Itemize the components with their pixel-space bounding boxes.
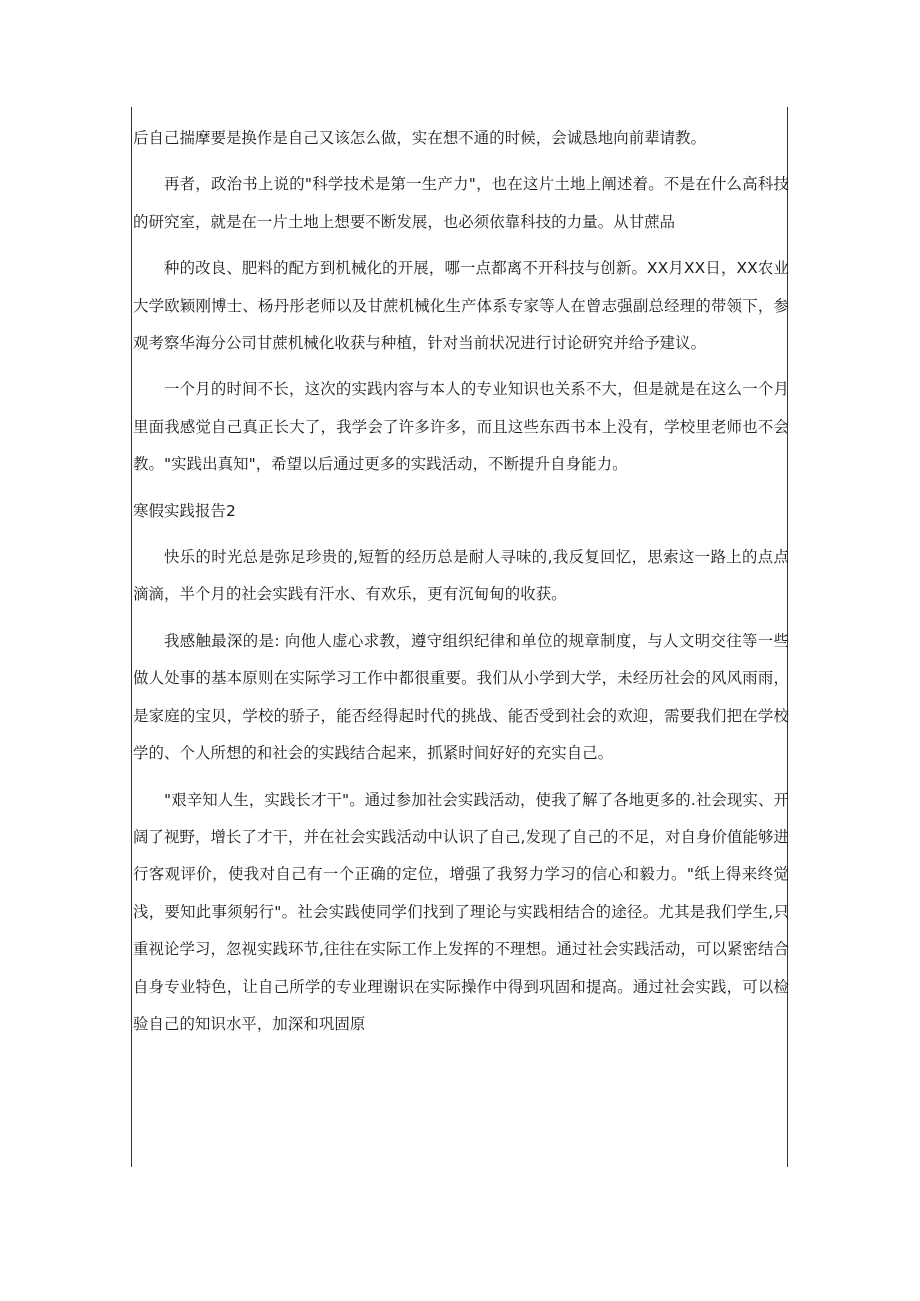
section-title: 寒假实践报告2 bbox=[133, 501, 236, 520]
paragraph: 种的改良、肥料的配方到机械化的开展，哪一点都离不开科技与创新。XX月XX日，XX农业大学欧颖刚博士、杨丹彤老师以及甘蔗机械化生产体系专家等人在曾志强副总经理的带领下，参观考察华海分公司甘蔗机械化收获与种植，针对当前状况进行讨论研究并给予建议。 bbox=[133, 259, 789, 353]
paragraph: 一个月的时间不长，这次的实践内容与本人的专业知识也关系不大，但是就是在这么一个月里面我感觉自己真正长大了，我学会了许多许多，而且这些东西书本上没有，学校里老师也不会教。"实践出真知"，希望以后通过更多的实践活动，不断提升自身能力。 bbox=[133, 380, 789, 474]
paragraph: 后自己揣摩要是换作是自己又该怎么做，实在想不通的时候，会诚恳地向前辈请教。 bbox=[133, 129, 707, 147]
paragraph: 再者，政治书上说的"科学技术是第一生产力"，也在这片土地上阐述着。不是在什么高科技的研究室，就是在一片土地上想要不断发展，也必须依靠科技的力量。从甘蔗品 bbox=[133, 175, 789, 231]
paragraph: 快乐的时光总是弥足珍贵的,短暂的经历总是耐人寻味的,我反复回忆，思索这一路上的点点滴滴，半个月的社会实践有汗水、有欢乐，更有沉甸甸的收获。 bbox=[133, 548, 789, 604]
paragraph: "艰辛知人生，实践长才干"。通过参加社会实践活动，使我了解了各地更多的.社会现实、开阔了视野，增长了才干，并在社会实践活动中认识了自己,发现了自己的不足，对自身价值能够进行客观评价，使我对自己有一个正确的定位，增强了我努力学习的信心和毅力。"纸上得来终觉浅，要知此事须躬行"。社会实践使同学们找到了理论与实践相结合的途径。尤其是我们学生,只重视论学习，忽视实践环节,往往在实际工作上发挥的不理想。通过社会实践活动，可以紧密结合自身专业特色，让自己所学的专业理谢识在实际操作中得到巩固和提高。通过社会实践，可以检验自己的知识水平，加深和巩固原 bbox=[133, 790, 789, 1033]
paragraph: 我感触最深的是: 向他人虚心求教，遵守组织纪律和单位的规章制度，与人文明交往等一些做人处事的基本原则在实际学习工作中都很重要。我们从小学到大学，未经历社会的风风雨雨，是家庭的宝贝，学校的骄子，能否经得起时代的挑战、能否受到社会的欢迎，需要我们把在学校学的、个人所想的和社会的实践结合起来，抓紧时间好好的充实自己。 bbox=[133, 631, 789, 763]
document-body bbox=[133, 120, 789, 1043]
